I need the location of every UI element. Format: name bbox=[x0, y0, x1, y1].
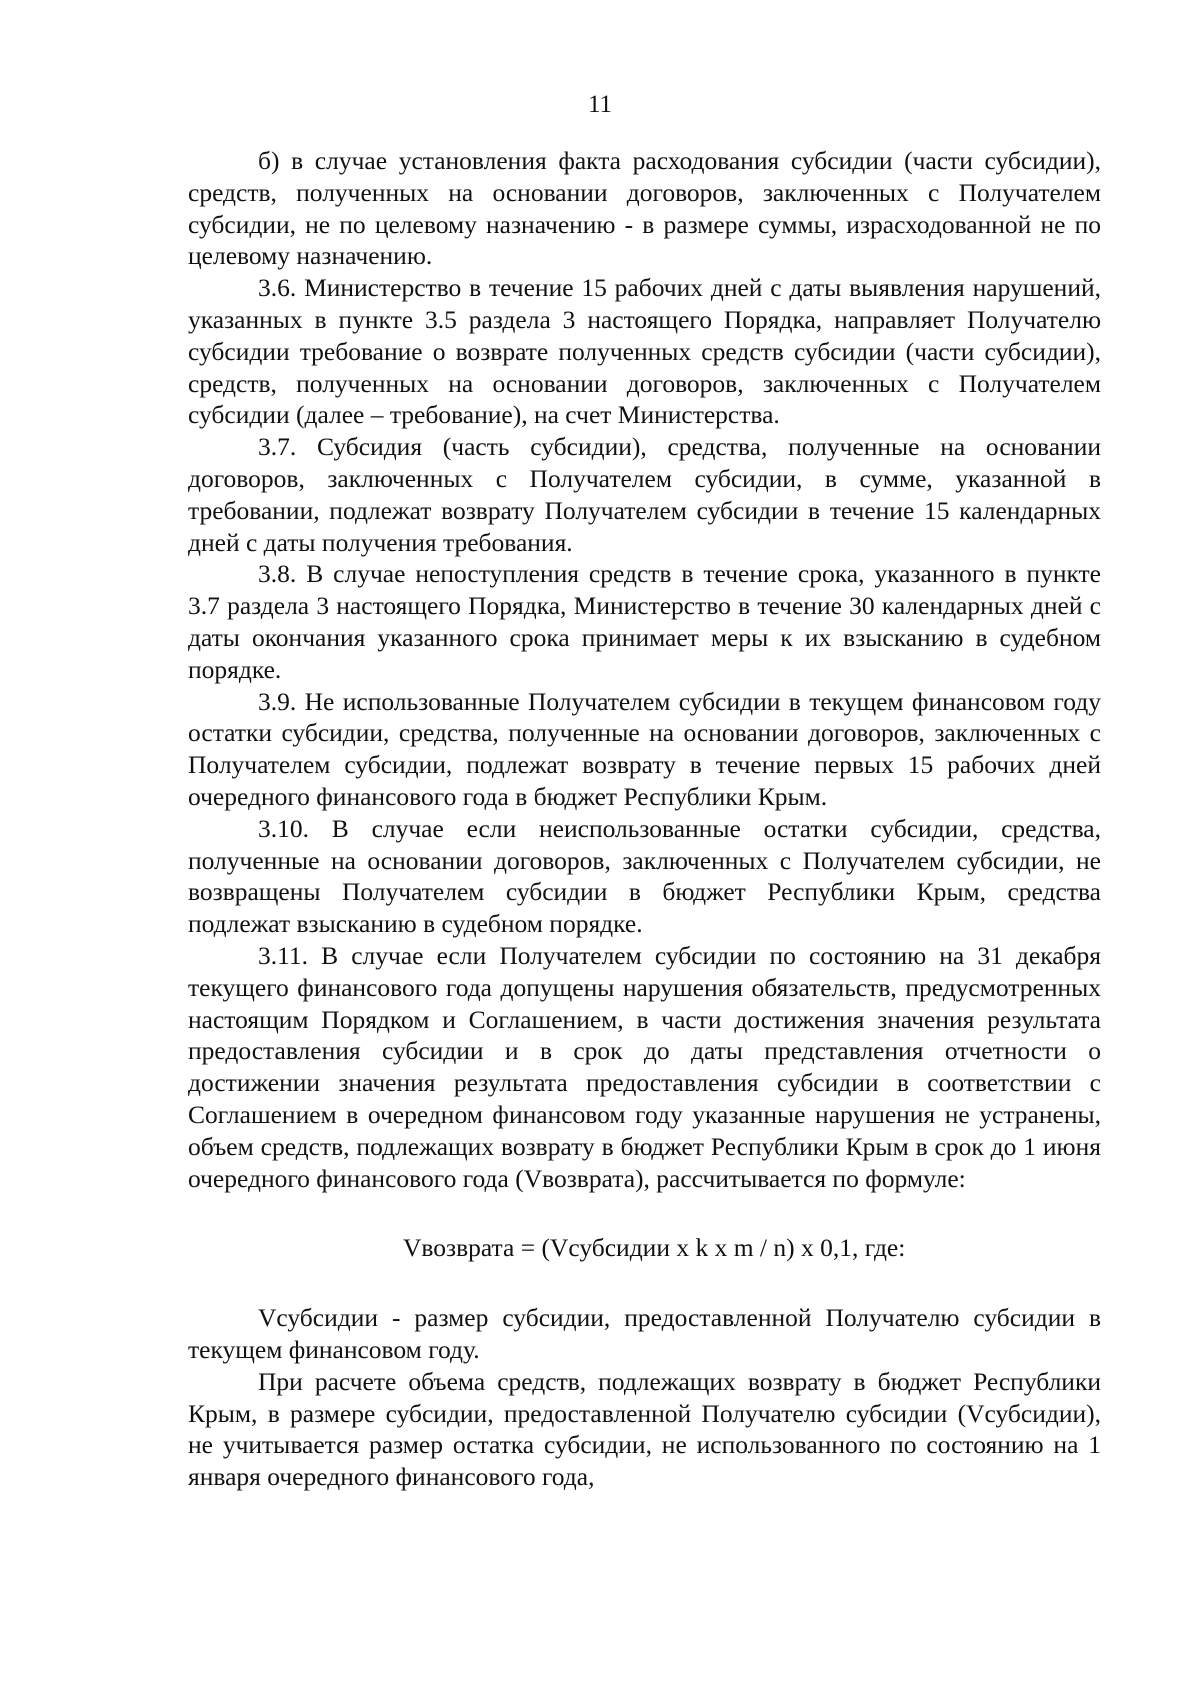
paragraph-3-8: 3.8. В случае непоступления средств в течение срока, указанного в пункте 3.7 раздела 3 настоящего Порядка, Министерство в течение 30 календарных дней с даты окончания указанного срока принимает меры к их взысканию в судебном порядке. bbox=[188, 559, 1101, 684]
paragraph-3-7: 3.7. Субсидия (часть субсидии), средства, полученные на основании договоров, заключенных с Получателем субсидии, в сумме, указанной в требовании, подлежат возврату Получателем субсидии в течение 15 календарных дней с даты получения требования. bbox=[188, 432, 1101, 557]
paragraph-3-11: 3.11. В случае если Получателем субсидии по состоянию на 31 декабря текущего финансового года допущены нарушения обязательств, предусмотренных настоящим Порядком и Соглашением, в части достижения значения результата предоставления субсидии и в срок до даты представления отчетности о достижении значения результата предоставления субсидии в соответствии с Соглашением в очередном финансовом году указанные нарушения не устранены, объем средств, подлежащих возврату в бюджет Республики Крым в срок до 1 июня очередного финансового года (Vвозврата), рассчитывается по формуле: bbox=[188, 940, 1101, 1193]
paragraph-misuse-refund: б) в случае установления факта расходования субсидии (части субсидии), средств, полученных на основании договоров, заключенных с Получателем субсидии, не по целевому назначению - в размере суммы, израсходованной не по целевому назначению. bbox=[188, 146, 1101, 271]
paragraph-3-6: 3.6. Министерство в течение 15 рабочих дней с даты выявления нарушений, указанных в пункте 3.5 раздела 3 настоящего Порядка, направляет Получателю субсидии требование о возврате полученных средств субсидии (части субсидии), средств, полученных на основании договоров, заключенных с Получателем субсидии (далее – требование), на счет Министерства. bbox=[188, 273, 1101, 430]
document-body bbox=[188, 145, 1101, 1493]
paragraph-3-10: 3.10. В случае если неиспользованные остатки субсидии, средства, полученные на основании договоров, заключенных с Получателем субсидии, не возвращены Получателем субсидии в бюджет Республики Крым, средства подлежат взысканию в судебном порядке. bbox=[188, 813, 1101, 939]
refund-formula: Vвозврата = (Vсубсидии x k x m / n) x 0,1, где: bbox=[403, 1233, 906, 1263]
paragraph-3-9: 3.9. Не использованные Получателем субсидии в текущем финансовом году остатки субсидии, средства, полученные на основании договоров, заключенных с Получателем субсидии, подлежат возврату в течение первых 15 рабочих дней очередного финансового года в бюджет Республики Крым. bbox=[188, 686, 1101, 811]
paragraph-calculation-note: При расчете объема средств, подлежащих возврату в бюджет Республики Крым, в размере субсидии, предоставленной Получателю субсидии (Vсубсидии), не учитывается размер остатка субсидии, не использованного по состоянию на 1 января очередного финансового года, bbox=[188, 1366, 1101, 1492]
paragraph-vsubsidy-definition: Vсубсидии - размер субсидии, предоставленной Получателю субсидии в текущем финансовом году. bbox=[188, 1303, 1101, 1365]
page-number: 11 bbox=[587, 91, 613, 118]
